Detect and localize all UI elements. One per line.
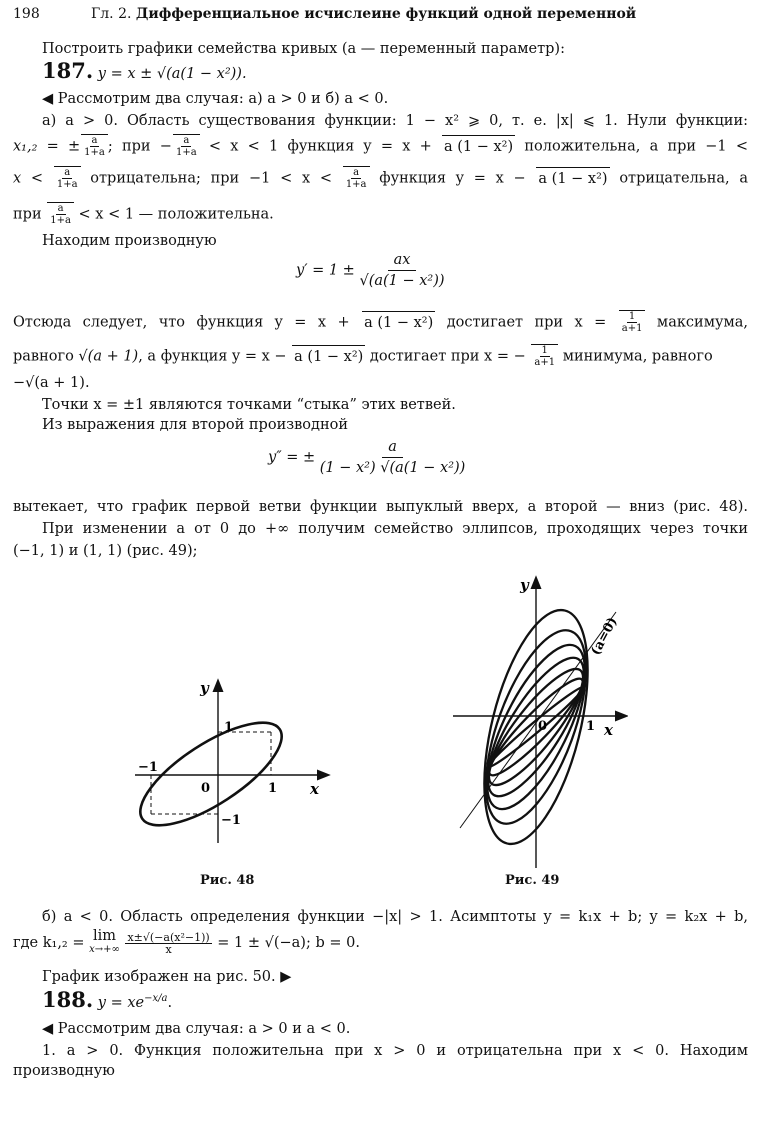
case-a-line3 [13, 166, 748, 190]
x-axis-label: x [604, 721, 613, 739]
text-fragment: достигает при x = [446, 314, 607, 331]
max-line1 [13, 310, 748, 334]
frac-den: (1 − x²) √(a(1 − x²)) [319, 460, 466, 476]
frac-num: 1 [541, 345, 548, 356]
limit-fraction [125, 932, 211, 955]
frac-num: a [64, 167, 71, 178]
case-b-line3: График изображен на рис. 50. ▶ [42, 969, 292, 985]
text-fragment: равного [13, 348, 74, 365]
tick-label: −1 [138, 760, 158, 775]
page-number: 198 [13, 6, 40, 22]
case-a-line2 [13, 134, 748, 158]
problem-188-heading [42, 988, 748, 1014]
frac-num: 1 [628, 311, 636, 322]
sqrt-frac-2 [173, 134, 200, 158]
sqrt-expr: a (1 − x²) [292, 345, 365, 368]
text-fragment: при [13, 206, 42, 223]
frac-den: 1+a [345, 179, 367, 190]
frac-num: x±√(−a(x²−1)) [127, 930, 210, 944]
text-fragment: . [167, 994, 173, 1011]
text-fragment: < x < 1 — положительна. [78, 206, 274, 223]
problem-187-heading [42, 60, 748, 85]
lim-word: lim [92, 928, 116, 944]
derivative-formula [296, 250, 445, 291]
sqrt-expr: a (1 − x²) [442, 135, 515, 158]
p188-line1: 1. a > 0. Функция положительна при x > 0 и отрицательна при x < 0. Находим [42, 1043, 748, 1059]
x-axis-label: x [310, 780, 319, 798]
exponent: −x/a [144, 993, 168, 1004]
cases-187: ◀ Рассмотрим два случая: а) a > 0 и б) a < 0. [42, 91, 389, 107]
family-line1: При изменении a от 0 до +∞ получим семейство эллипсов, проходящих через точки [42, 521, 748, 537]
text-fragment: = 1 ± √(−a); b = 0. [217, 935, 360, 951]
running-header [13, 6, 750, 26]
limit-operator [89, 930, 120, 956]
problem-187-number: 187. [42, 58, 94, 83]
zeros-label: x₁,₂ = ± [13, 138, 81, 155]
max-line3: −√(a + 1). [13, 375, 90, 391]
tick-label: 1 [268, 781, 278, 796]
tick-label: 1 [586, 719, 596, 734]
frac-num: a [382, 437, 403, 458]
case-b-line2 [13, 930, 748, 956]
frac-den: a+1 [534, 357, 556, 368]
frac-den: a+1 [621, 323, 643, 334]
tick-label: 1 [224, 720, 234, 735]
joints-line: Точки x = ±1 являются точками “стыка” этих ветвей. [42, 397, 456, 413]
convexity-line: вытекает, что график первой ветви функции выпуклый вверх, а второй — вниз (рис. 48). [13, 499, 748, 515]
origin-label: 0 [201, 781, 211, 796]
sqrt-inv-1 [619, 310, 646, 334]
sqrt-inv-2 [531, 344, 558, 368]
frac-num: ax [388, 250, 417, 271]
derivative-intro: Находим производную [42, 233, 217, 249]
second-derivative-intro: Из выражения для второй производной [42, 417, 349, 433]
frac-den: √(a(1 − x²)) [359, 273, 445, 289]
figure-48 [130, 675, 340, 855]
text-fragment: x < [13, 170, 44, 187]
figure-49-caption: Рис. 49 [505, 873, 560, 888]
tick-label: −1 [221, 813, 241, 828]
text-fragment: отрицательна, а [619, 170, 749, 187]
case-b-line1: б) a < 0. Область определения функции −|x| > 1. Асимптоты y = k₁x + b; y = k₂x + b, [42, 909, 748, 925]
chapter-title [91, 6, 636, 22]
frac-num: a [183, 135, 190, 146]
lim-sub: x→+∞ [89, 944, 120, 955]
text-fragment: максимума, [656, 314, 749, 331]
frac-den: 1+a [84, 147, 105, 158]
problem-187-formula: y = x ± √(a(1 − x²)). [97, 66, 247, 82]
case-a-line4 [13, 202, 748, 226]
sqrt-expr: a (1 − x²) [362, 311, 435, 334]
frac-den: x [165, 942, 172, 956]
max-line2 [13, 344, 748, 368]
text-fragment: ; при − [107, 138, 172, 155]
sqrt-frac-3 [54, 166, 81, 190]
formula-lhs: y′ = 1 ± [296, 262, 355, 279]
intro-text: Построить графики семейства кривых (a — переменный параметр): [42, 41, 565, 57]
text-fragment: < x < 1 функция y = x + [208, 138, 432, 155]
figure-49 [448, 570, 628, 870]
text-fragment: положительна, а при −1 < [524, 138, 749, 155]
case-a-line1: а) a > 0. Область существования функции: 1 − x² ⩾ 0, т. е. |x| ⩽ 1. Нули функции: [42, 113, 748, 129]
derivative-fraction [359, 250, 444, 291]
frac-den: 1+a [56, 179, 78, 190]
p188-line2: производную [13, 1063, 115, 1079]
frac-den: 1+a [50, 215, 71, 226]
text-fragment: Отсюда следует, что функция y = x + [13, 314, 350, 331]
family-line2: (−1, 1) и (1, 1) (рис. 49); [13, 543, 198, 559]
text-fragment: достигает при x = − [369, 348, 526, 365]
frac-num: a [57, 203, 64, 214]
frac-num: a [91, 135, 98, 146]
a0-label: (a=0) [588, 614, 621, 658]
second-derivative-formula [268, 437, 465, 478]
cases-188: ◀ Рассмотрим два случая: a > 0 и a < 0. [42, 1021, 351, 1037]
y-axis-label: y [520, 576, 529, 594]
text-fragment: минимума, равного [562, 348, 713, 365]
problem-188-number: 188. [42, 986, 94, 1012]
y-axis-label: y [200, 679, 209, 697]
sqrt-frac-1 [81, 134, 108, 158]
chapter-name: Дифференциальное исчислеине функций одной переменной [135, 6, 637, 22]
frac-num: a [353, 167, 360, 178]
sqrt-frac-4 [343, 166, 370, 190]
origin-label: 0 [538, 719, 548, 734]
text-fragment: √(a + 1) [78, 348, 139, 365]
formula-lhs: y″ = ± [268, 449, 316, 466]
second-derivative-fraction [320, 437, 466, 478]
chapter-number: Гл. 2. [91, 6, 132, 22]
sqrt-expr: a (1 − x²) [536, 167, 609, 190]
text-fragment: отрицательна; при −1 < x < [90, 170, 333, 187]
sqrt-frac-5 [47, 202, 74, 226]
text-fragment: функция y = x − [379, 170, 526, 187]
text-fragment: где k₁,₂ = [13, 935, 85, 951]
frac-den: 1+a [175, 147, 197, 158]
problem-188-formula: y = xe [97, 994, 145, 1011]
figure-48-caption: Рис. 48 [200, 873, 255, 888]
text-fragment: , а функция y = x − [138, 348, 287, 365]
